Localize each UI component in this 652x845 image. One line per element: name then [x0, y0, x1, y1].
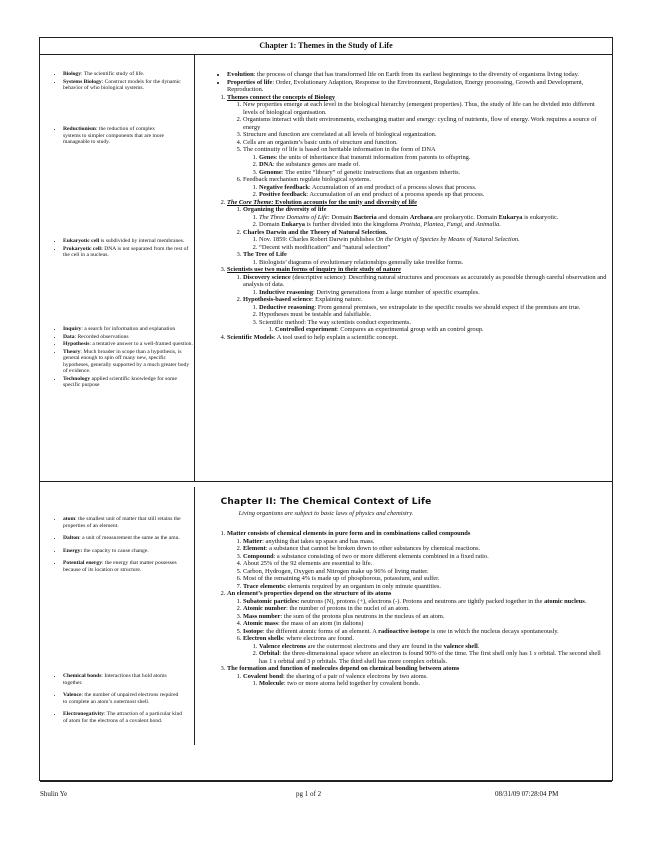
list-item: 2. Orbital: the three-dimensional space where an electron is found 90% of the time. The first shell only has 1 s orbital. The second shell has 1 s orbital and 3 p orbitals. The third shell has more complex orbitals.: [259, 650, 610, 665]
chapter2-title: Chapter II: The Chemical Context of Life: [220, 497, 432, 507]
section-heading: 1. Matter consists of chemical elements in pure form and in combinations called compounds 1. Matter: anything that takes up space and has mass. 2. Element: a substance that cannot be broken down to other substances by chemical reactions. 3. Compound: a substance consisting of two or more different elements combined in a fixed ratio. 4. About 25% of the 92 elements are essential to life. 5. Carbon, Hydrogen, Oxygen and Nitrogen make up 96% of living matter. 6. Most of the remaining 4% is made up of phosphorous, potassium, and sulfer. 7. Trace elements: elements required by an organism in only minute quantities.: [227, 530, 610, 590]
chapter1-title: Chapter 1: Themes in the Study of Life: [259, 41, 393, 50]
list-item: 2. Positive feedback: Accumulation of an end product of a process speeds up that process.: [259, 191, 610, 199]
list-item: • Properties of life: Order, Evolutionary Adaption, Response to the Environment, Regulation, Energy processing, Growth and Development, Reproduction.: [227, 79, 610, 94]
section-heading: 3. The formation and function of molecules depend on chemical bonding between atoms 1. Covalent bond: the sharing of a pair of valence electrons by two atoms. 1. Molecule: two or more atoms held together by covalent bonds.: [227, 665, 610, 688]
glossary-item: • Theory: Much broader in scope than a hypothesis, is general enough to spin off many new, specific hypotheses, generally supported by a much greater body of evidence.: [63, 349, 193, 375]
divider: [40, 481, 612, 482]
glossary-item: • Potential energy: the energy that matter possesses because of its location or structure.: [63, 560, 183, 573]
list-item: 3. Scientific method: The way scientists conduct experiments. 1. Controlled experiment: Compares an experimental group with an control group.: [259, 319, 610, 334]
list-item: 1. Biologists’ diagrams of evolutionary relationships generally take treelike forms.: [259, 259, 610, 267]
list-item: 1. Covalent bond: the sharing of a pair of valence electrons by two atoms. 1. Molecule: two or more atoms held together by covalent bonds.: [243, 673, 610, 688]
list-item: 1. Organizing the diversity of life 1. The Three Domains of Life: Domain Bacteria and domain Archaea are prokaryotic. Domain Eukarya is eukaryotic. 2. Domain Eukarya is further divided into the kingdoms Protista, Plantea, Fungi, and Animalia.: [243, 206, 610, 229]
list-item: 3. Structure and function are correlated at all levels of biological organization.: [243, 131, 610, 139]
list-item: 1. Molecule: two or more atoms held together by covalent bonds.: [259, 680, 610, 688]
list-item: 1. Matter: anything that takes up space and has mass.: [243, 538, 610, 546]
ch1-sidebar-group-b: [43, 126, 173, 147]
ch1-sidebar-group-d: [43, 326, 193, 390]
glossary-item: • Systems Biology: Construct models for the dynamic behavior of who biological systems.: [63, 79, 191, 92]
section-heading: 2. The Core Theme: Evolution accounts for the unity and diversity of life 1. Organizing the diversity of life 1. The Three Domains of Life: Domain Bacteria and domain Archaea are prokaryotic. Domain Eukarya is eukaryotic. 2. Domain Eukarya is further divided into the kingdoms Protista, Plantea, Fungi, and Animalia. 2. Charles Darwin and the Theory of Natural Selection. 1. Nov. 1859: Charles Robert Darwin publishes On the Origin of Species by Means of Natural Selection. 2. “Decent with modification” and “natural selection” 3. The Tree of Life 1. Biologists’ diagrams of evolutionary relationships generally take treelike forms.: [227, 199, 610, 267]
section-heading: 2. An element’s properties depend on the structure of its atoms 1. Subatomic particles: neutrons (N), protons (+), electrons (-). Protons and neutrons are tightly packed together in the atomic nucleus. 2. Atomic number: the number of protons in the nuclei of an atom. 3. Mass number: the sum of the protons plus neutrons in the nucleus of an atom. 4. Atomic mass: the mass of an atom (in daltons) 5. Isotope: the different atomic forms of an element. A radioactive isotope is one in which the nucleus decays spontaneously. 6. Electron shells: where electrons are found. 1. Valence electrons are the outermost electrons and they are found in the valence shell. 2. Orbital: the three-dimensional space where an electron is found 90% of the time. The first shell only has 1 s orbital. The second shell has 1 s orbital and 3 p orbitals. The third shell has more complex orbitals.: [227, 590, 610, 665]
list-item: 2. Atomic number: the number of protons in the nuclei of an atom.: [243, 605, 610, 613]
glossary-item: • Hypothesis: a tentative answer to a well-framed question.: [63, 341, 193, 348]
list-item: 2. Organisms interact with their environments, exchanging matter and energy: cycling of nutrients, flow of energy. Work requires a source of energy: [243, 116, 610, 131]
column-divider: [194, 487, 195, 745]
list-item: 1. Genes: the units of inheritance that transmit information from parents to offspring.: [259, 154, 610, 162]
glossary-item: • Prokaryotic cell: DNA is not separated from the rest of the cell in a nucleus.: [63, 246, 191, 259]
list-item: 1. Subatomic particles: neutrons (N), protons (+), electrons (-). Protons and neutrons are tightly packed together in the atomic nucleus.: [243, 598, 610, 606]
ch1-sidebar-group-c: [43, 238, 191, 260]
list-item: 4. Atomic mass: the mass of an atom (in daltons): [243, 620, 610, 628]
column-divider: [194, 54, 195, 481]
list-item: • Evolution: the process of change that has transformed life on Earth from its earliest beginnings to the diversity of organisms living today.: [227, 71, 610, 79]
list-item: 2. Domain Eukarya is further divided into the kingdoms Protista, Plantea, Fungi, and Animalia.: [259, 221, 610, 229]
list-item: 6. Most of the remaining 4% is made up of phosphorous, potassium, and sulfer.: [243, 575, 610, 583]
chapter2-subtitle: Living organisms are subject to basic laws of physics and chemistry.: [238, 510, 414, 517]
ch1-main-notes: [210, 71, 610, 341]
list-item: 5. The continuity of life is based on heritable information in the form of DNA 1. Genes: the units of inheritance that transmit information from parents to offspring. 2. DNA: the substance genes are made of. 3. Genome: The entire “library” of genetic instructions that an organism inherits.: [243, 146, 610, 176]
ch1-sidebar-group-a: [43, 71, 191, 93]
list-item: 1. The Three Domains of Life: Domain Bacteria and domain Archaea are prokaryotic. Domain Eukarya is eukaryotic.: [259, 214, 610, 222]
list-item: 3. The Tree of Life 1. Biologists’ diagrams of evolutionary relationships generally take treelike forms.: [243, 251, 610, 266]
list-item: 4. About 25% of the 92 elements are essential to life.: [243, 560, 610, 568]
footer-author: Shulin Ye: [40, 790, 68, 798]
list-item: 1. Controlled experiment: Compares an experimental group with an control group.: [275, 326, 610, 334]
glossary-item: • Data: Recorded observations: [63, 334, 193, 341]
list-item: 2. Hypothesis-based science: Explaining nature. 1. Deductive reasoning: From general premises, we extrapolate to the specific results we should expect if the premises are true. 2. Hypotheses must be testable and falsifiable. 3. Scientific method: The way scientists conduct experiments. 1. Controlled experiment: Compares an experimental group with an control group.: [243, 296, 610, 334]
glossary-item: • Chemical bonds: Interactions that hold atoms together.: [63, 673, 183, 686]
list-item: 3. Mass number: the sum of the protons plus neutrons in the nucleus of an atom.: [243, 613, 610, 621]
glossary-item: • Eukaryotic cell is subdivided by internal membranes.: [63, 238, 191, 245]
glossary-item: • Technology applied scientific knowledge for some specific purpose: [63, 376, 193, 389]
ch2-sidebar-group-a: [43, 516, 183, 574]
divider: [40, 54, 612, 55]
list-item: 3. Genome: The entire “library” of genetic instructions that an organism inherits.: [259, 169, 610, 177]
list-item: 6. Feedback mechanism regulate biological systems. 1. Negative feedback: Accumulation of an end product of a process slows that process. 2. Positive feedback: Accumulation of an end product of a process speeds up that process.: [243, 176, 610, 199]
ch2-main-notes: [210, 530, 610, 688]
footer-timestamp: 08/31/09 07:28:04 PM: [495, 790, 559, 798]
divider: [40, 781, 612, 782]
list-item: 6. Electron shells: where electrons are found. 1. Valence electrons are the outermost electrons and they are found in the valence shell. 2. Orbital: the three-dimensional space where an electron is found 90% of the time. The first shell only has 1 s orbital. The second shell has 1 s orbital and 3 p orbitals. The third shell has more complex orbitals.: [243, 635, 610, 665]
glossary-item: • Reductionism: the reduction of complex systems to simpler components that are more manageable to study.: [63, 126, 173, 146]
list-item: 3. Compound: a substance consisting of two or more different elements combined in a fixed ratio.: [243, 553, 610, 561]
glossary-item: • Inquiry: a search for information and explanation: [63, 326, 193, 333]
list-item: 4. Scientific Models: A tool used to help explain a scientific concept.: [227, 334, 610, 342]
glossary-item: • Dalton: a unit of measurement the same as the amu.: [63, 535, 183, 542]
list-item: 1. Inductive reasoning: Deriving generations from a large number of specific examples.: [259, 289, 610, 297]
list-item: 5. Isotope: the different atomic forms of an element. A radioactive isotope is one in which the nucleus decays spontaneously.: [243, 628, 610, 636]
list-item: 1. Negative feedback: Accumulation of an end product of a process slows that process.: [259, 184, 610, 192]
list-item: 2. “Decent with modification” and “natural selection”: [259, 244, 610, 252]
list-item: 2. Element: a substance that cannot be broken down to other substances by chemical reactions.: [243, 545, 610, 553]
list-item: 4. Cells are an organism’s basic units of structure and function.: [243, 139, 610, 147]
list-item: 7. Trace elements: elements required by an organism in only minute quantities.: [243, 583, 610, 591]
list-item: 1. Valence electrons are the outermost electrons and they are found in the valence shell.: [259, 643, 610, 651]
page-frame: [39, 37, 613, 781]
list-item: 1. Discovery science (descriptive science): Describing natural structures and processes as accurately as possible through careful observation and analysis of data. 1. Inductive reasoning: Deriving generations from a large number of specific examples.: [243, 274, 610, 297]
list-item: 2. DNA: the substance genes are made of.: [259, 161, 610, 169]
glossary-item: • Biology: The scientific study of life.: [63, 71, 191, 78]
glossary-item: • Energy: the capacity to cause change.: [63, 548, 183, 555]
list-item: 2. Charles Darwin and the Theory of Natural Selection. 1. Nov. 1859: Charles Robert Darwin publishes On the Origin of Species by Means of Natural Selection. 2. “Decent with modification” and “natural selection”: [243, 229, 610, 252]
glossary-item: • atom: the smallest unit of matter that still retains the properties of an element.: [63, 516, 183, 529]
list-item: 1. Nov. 1859: Charles Robert Darwin publishes On the Origin of Species by Means of Natural Selection.: [259, 236, 610, 244]
footer-page-number: pg 1 of 2: [296, 790, 322, 798]
list-item: 1. New properties emerge at each level in the biological hierarchy (emergent properties). Thus, the study of life can be divided into different levels of biological organisation.: [243, 101, 610, 116]
list-item: 5. Carbon, Hydrogen, Oxygen and Nitrogen make up 96% of living matter.: [243, 568, 610, 576]
section-heading: 1. Themes connect the concepts of Biology 1. New properties emerge at each level in the biological hierarchy (emergent properties). Thus, the study of life can be divided into different levels of biological organisation. 2. Organisms interact with their environments, exchanging matter and energy: cycling of nutrients, flow of energy. Work requires a source of energy 3. Structure and function are correlated at all levels of biological organization. 4. Cells are an organism’s basic units of structure and function. 5. The continuity of life is based on heritable information in the form of DNA 1. Genes: the units of inheritance that transmit information from parents to offspring. 2. DNA: the substance genes are made of. 3. Genome: The entire “library” of genetic instructions that an organism inherits. 6. Feedback mechanism regulate biological systems. 1. Negative feedback: Accumulation of an end product of a process slows that process. 2. Positive feedback: Accumulation of an end product of a process speeds up that process.: [227, 94, 610, 199]
list-item: 1. Deductive reasoning: From general premises, we extrapolate to the specific results we should expect if the premises are true.: [259, 304, 610, 312]
section-heading: 3. Scientists use two main forms of inquiry in their study of nature 1. Discovery science (descriptive science): Describing natural structures and processes as accurately as possible through careful observation and analysis of data. 1. Inductive reasoning: Deriving generations from a large number of specific examples. 2. Hypothesis-based science: Explaining nature. 1. Deductive reasoning: From general premises, we extrapolate to the specific results we should expect if the premises are true. 2. Hypotheses must be testable and falsifiable. 3. Scientific method: The way scientists conduct experiments. 1. Controlled experiment: Compares an experimental group with an control group.: [227, 266, 610, 334]
list-item: 2. Hypotheses must be testable and falsifiable.: [259, 311, 610, 319]
ch2-sidebar-group-b: [43, 673, 183, 725]
glossary-item: • Valence: the number of unpaired electrons required to complete an atom’s outermost shell.: [63, 692, 183, 705]
glossary-item: • Electronegativity: The attraction of a particular kind of atom for the electrons of a covalent bond.: [63, 711, 183, 724]
